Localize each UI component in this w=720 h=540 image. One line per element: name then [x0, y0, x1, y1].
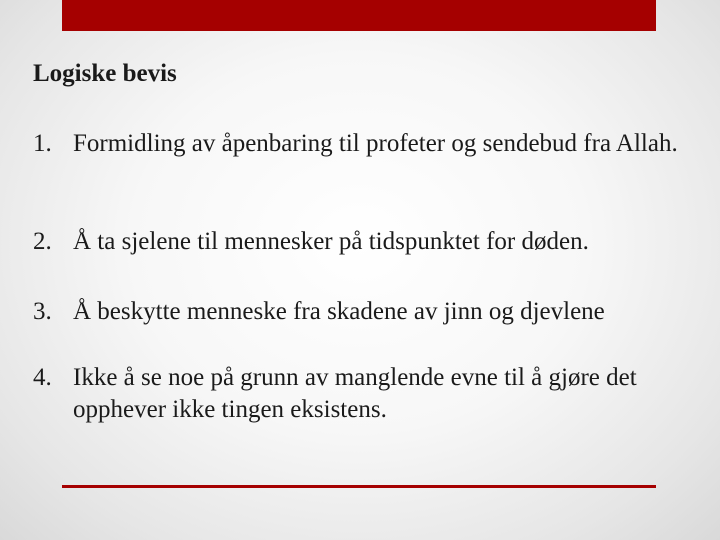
list-item-text: Å beskytte menneske fra skadene av jinn og djevlene — [73, 298, 605, 325]
slide-title: Logiske bevis — [33, 60, 177, 87]
list-item-text: Formidling av åpenbaring til profeter og sendebud fra Allah. — [73, 130, 678, 157]
top-accent-bar — [62, 0, 656, 31]
list-item — [33, 128, 693, 160]
list-item — [33, 362, 693, 426]
list-item-number: 4. — [33, 364, 52, 391]
list-item — [33, 296, 693, 328]
bottom-accent-rule — [62, 485, 656, 488]
list-item-text: Å ta sjelene til mennesker på tidspunktet for døden. — [73, 228, 589, 255]
list-item-text: Ikke å se noe på grunn av manglende evne til å gjøre det opphever ikke tingen eksistens. — [73, 364, 637, 423]
list-item — [33, 226, 693, 258]
list-item-number: 1. — [33, 130, 52, 157]
list-item-number: 3. — [33, 298, 52, 325]
list-item-number: 2. — [33, 228, 52, 255]
